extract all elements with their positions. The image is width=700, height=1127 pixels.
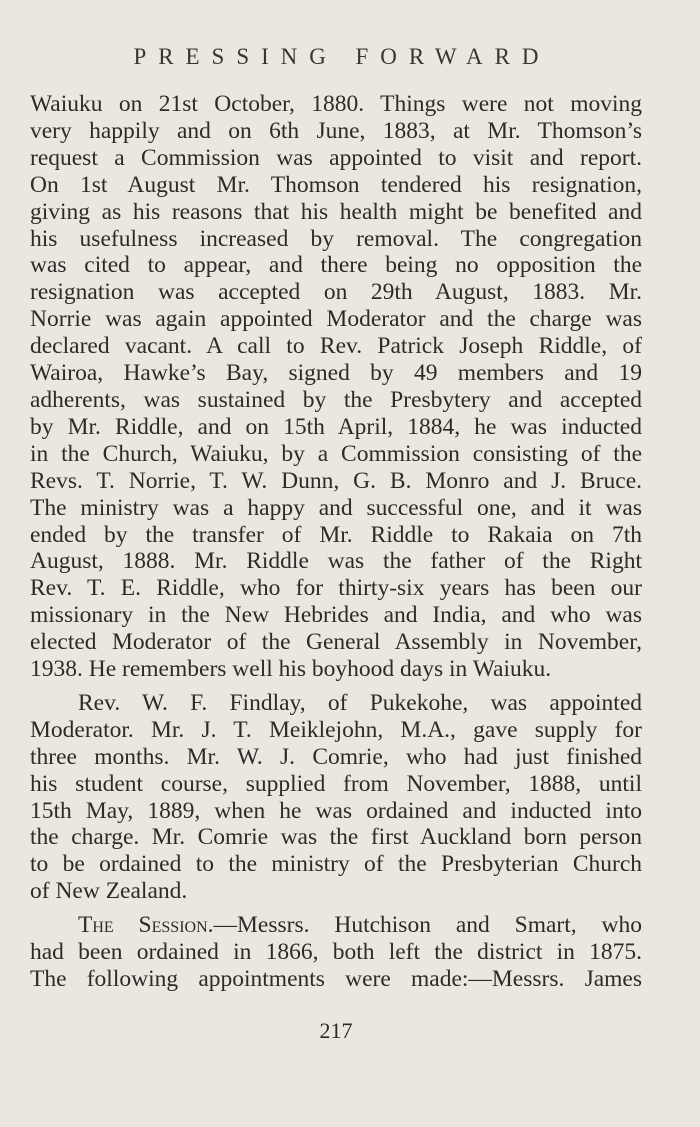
- text-line: The following appointments were made:—Messrs. James: [30, 966, 642, 992]
- text-line: giving as his reasons that his health might be benefited and: [30, 198, 642, 225]
- text-line: The ministry was a happy and successful one, and it was: [30, 494, 642, 521]
- book-page: [30, 0, 642, 1127]
- text-line: Waiuku on 21st October, 1880. Things were not moving: [30, 91, 642, 117]
- text-line: Rev. W. F. Findlay, of Pukekohe, was appointed: [78, 689, 642, 716]
- text-line: August, 1888. Mr. Riddle was the father of the Right: [30, 548, 642, 575]
- text-line: 1938. He remembers well his boyhood days in Waiuku.: [30, 656, 552, 683]
- text-line: Revs. T. Norrie, T. W. Dunn, G. B. Monro and J. Bruce.: [30, 467, 642, 494]
- paragraph-3: [30, 912, 642, 993]
- text-line: request a Commission was appointed to visit and report.: [30, 144, 642, 171]
- text-line: to be ordained to the ministry of the Presbyterian Church: [30, 851, 642, 878]
- text-line: of New Zealand.: [30, 878, 188, 905]
- section-heading: The Session.: [78, 912, 214, 939]
- text-line: in the Church, Waiuku, by a Commission consisting of the: [30, 440, 642, 467]
- text-line: On 1st August Mr. Thomson tendered his resignation,: [30, 171, 642, 198]
- text-line: declared vacant. A call to Rev. Patrick Joseph Riddle, of: [30, 333, 642, 360]
- text-line: his usefulness increased by removal. The congregation: [30, 225, 642, 252]
- running-head: PRESSING FORWARD: [133, 44, 551, 69]
- paragraph-2: [30, 690, 642, 905]
- text-line: adherents, was sustained by the Presbytery and accepted: [30, 386, 642, 413]
- page-number: 217: [319, 1018, 353, 1043]
- text-line: elected Moderator of the General Assembly in November,: [30, 629, 642, 656]
- text-line: Rev. T. E. Riddle, who for thirty-six years has been our: [30, 575, 642, 602]
- text-line: had been ordained in 1866, both left the district in 1875.: [30, 939, 642, 966]
- text-run: —Messrs. Hutchison and Smart, who: [213, 912, 642, 939]
- text-line: Norrie was again appointed Moderator and the charge was: [30, 306, 642, 333]
- text-line: ended by the transfer of Mr. Riddle to Rakaia on 7th: [30, 521, 642, 548]
- text-line: by Mr. Riddle, and on 15th April, 1884, he was inducted: [30, 413, 642, 440]
- text-line: Moderator. Mr. J. T. Meiklejohn, M.A., gave supply for: [30, 716, 642, 743]
- text-line: [30, 912, 642, 939]
- text-line: three months. Mr. W. J. Comrie, who had just finished: [30, 743, 642, 770]
- text-line: was cited to appear, and there being no opposition the: [30, 252, 642, 279]
- text-line: very happily and on 6th June, 1883, at Mr. Thomson’s: [30, 117, 642, 144]
- body-text: [30, 91, 642, 993]
- text-line: 15th May, 1889, when he was ordained and inducted into: [30, 797, 642, 824]
- text-line: his student course, supplied from November, 1888, until: [30, 770, 642, 797]
- text-line: resignation was accepted on 29th August, 1883. Mr.: [30, 279, 642, 306]
- paragraph-1: [30, 91, 642, 683]
- text-line: the charge. Mr. Comrie was the first Auckland born person: [30, 824, 642, 851]
- text-line: Wairoa, Hawke’s Bay, signed by 49 members and 19: [30, 360, 642, 387]
- text-line: missionary in the New Hebrides and India, and who was: [30, 602, 642, 629]
